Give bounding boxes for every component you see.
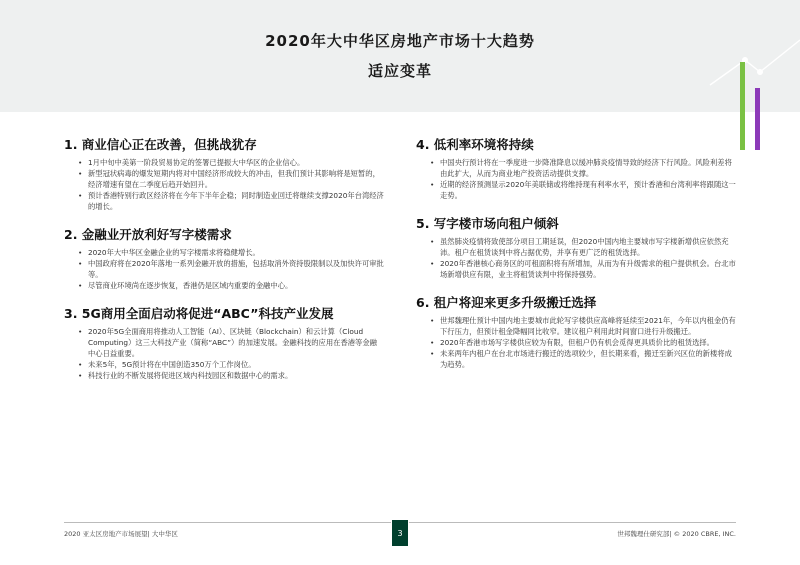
bullet-list [64, 157, 384, 212]
section-title: 5. 写字楼市场向租户倾斜 [416, 216, 559, 231]
footer-copyright: 世邦魏理仕研究部| © 2020 CBRE, INC. [617, 530, 736, 538]
right-column [416, 135, 736, 383]
bullet-item: • 近期的经济预测显示2020年美联储或将维持现有利率水平，预计香港和台湾利率将跟随这一走势。 [430, 179, 736, 201]
section-title: 2. 金融业开放利好写字楼需求 [64, 227, 232, 242]
bullet-item: • 科技行业的不断发展将促进区域内科技园区和数据中心的需求。 [78, 370, 384, 381]
bullet-list [416, 236, 736, 280]
section-title: 3. 5G商用全面启动将促进“ABC”科技产业发展 [64, 306, 334, 321]
bullet-item: • 预计香港特别行政区经济将在今年下半年企稳；同时制造业回迁将继续支撑2020年台湾经济的增长。 [78, 190, 384, 212]
page-title: 2020年大中华区房地产市场十大趋势 [265, 32, 535, 50]
bullet-item: • 尽管商业环境尚在逐步恢复，香港仍是区域内重要的金融中心。 [78, 280, 384, 291]
bullet-list [64, 247, 384, 291]
page-subtitle: 适应变革 [367, 62, 432, 80]
left-column [64, 135, 384, 394]
bullet-list [64, 326, 384, 381]
bullet-item: • 世邦魏理仕预计中国内地主要城市此轮写字楼供应高峰将延续至2021年，今年以内租金仍有下行压力，但预计租金降幅同比收窄。建议租户利用此时间窗口进行升级搬迁。 [430, 315, 736, 337]
title-block [0, 30, 800, 81]
bullet-item: • 2020年香港核心商务区的可租面积将有所增加，从而为有升级需求的租户提供机会。台北市场新增供应有限，业主将租赁谈判中将保持强势。 [430, 258, 736, 280]
bullet-item: • 虽然肺炎疫情将致使部分项目工期延误，但2020中国内地主要城市写字楼新增供应依然充沛。租户在租赁谈判中将占据优势，并享有更广泛的租赁选择。 [430, 236, 736, 258]
bullet-item: • 2020年香港市场写字楼供应较为有限，但租户仍有机会觅得更具质价比的租赁选择。 [430, 337, 736, 348]
page-number: 3 [391, 519, 409, 547]
bullet-item: • 中国央行预计将在一季度进一步降准降息以缓冲肺炎疫情导致的经济下行风险。风险利差将由此扩大，从而为商业地产投资活动提供支撑。 [430, 157, 736, 179]
section-6 [416, 293, 736, 370]
bullet-list [416, 157, 736, 201]
section-1 [64, 135, 384, 212]
section-3 [64, 304, 384, 381]
section-title: 4. 低利率环境将持续 [416, 137, 534, 152]
bullet-item: • 未来5年，5G预计将在中国创造350万个工作岗位。 [78, 359, 384, 370]
section-title: 1. 商业信心正在改善，但挑战犹存 [64, 137, 257, 152]
section-title: 6. 租户将迎来更多升级搬迁选择 [416, 295, 597, 310]
bullet-item: • 2020年5G全面商用将推动人工智能（AI）、区块链（Blockchain）和云计算（Cloud Computing）这三大科技产业（简称“ABC”）的加速发展。金融科技的应用在香港等金融中心日益重要。 [78, 326, 384, 359]
section-5 [416, 214, 736, 280]
section-2 [64, 225, 384, 291]
bullet-item: • 1月中旬中美第一阶段贸易协定的签署已提振大中华区的企业信心。 [78, 157, 384, 168]
bullet-item: • 2020年大中华区金融企业的写字楼需求将稳健增长。 [78, 247, 384, 258]
bullet-item: • 未来两年内租户在台北市场进行搬迁的选项较少，但长期来看，搬迁至新兴区位的新楼将成为趋势。 [430, 348, 736, 370]
bullet-item: • 中国政府将在2020年落地一系列金融开放的措施，包括取消外资持股限制以及加快许可审批等。 [78, 258, 384, 280]
bullet-item: • 新型冠状病毒的爆发短期内将对中国经济形成较大的冲击，但我们预计其影响将是短暂的，经济增速有望在二季度后趋开始回升。 [78, 168, 384, 190]
section-4 [416, 135, 736, 201]
footer-publication: 2020 亚太区房地产市场展望| 大中华区 [64, 530, 178, 538]
bullet-list [416, 315, 736, 370]
